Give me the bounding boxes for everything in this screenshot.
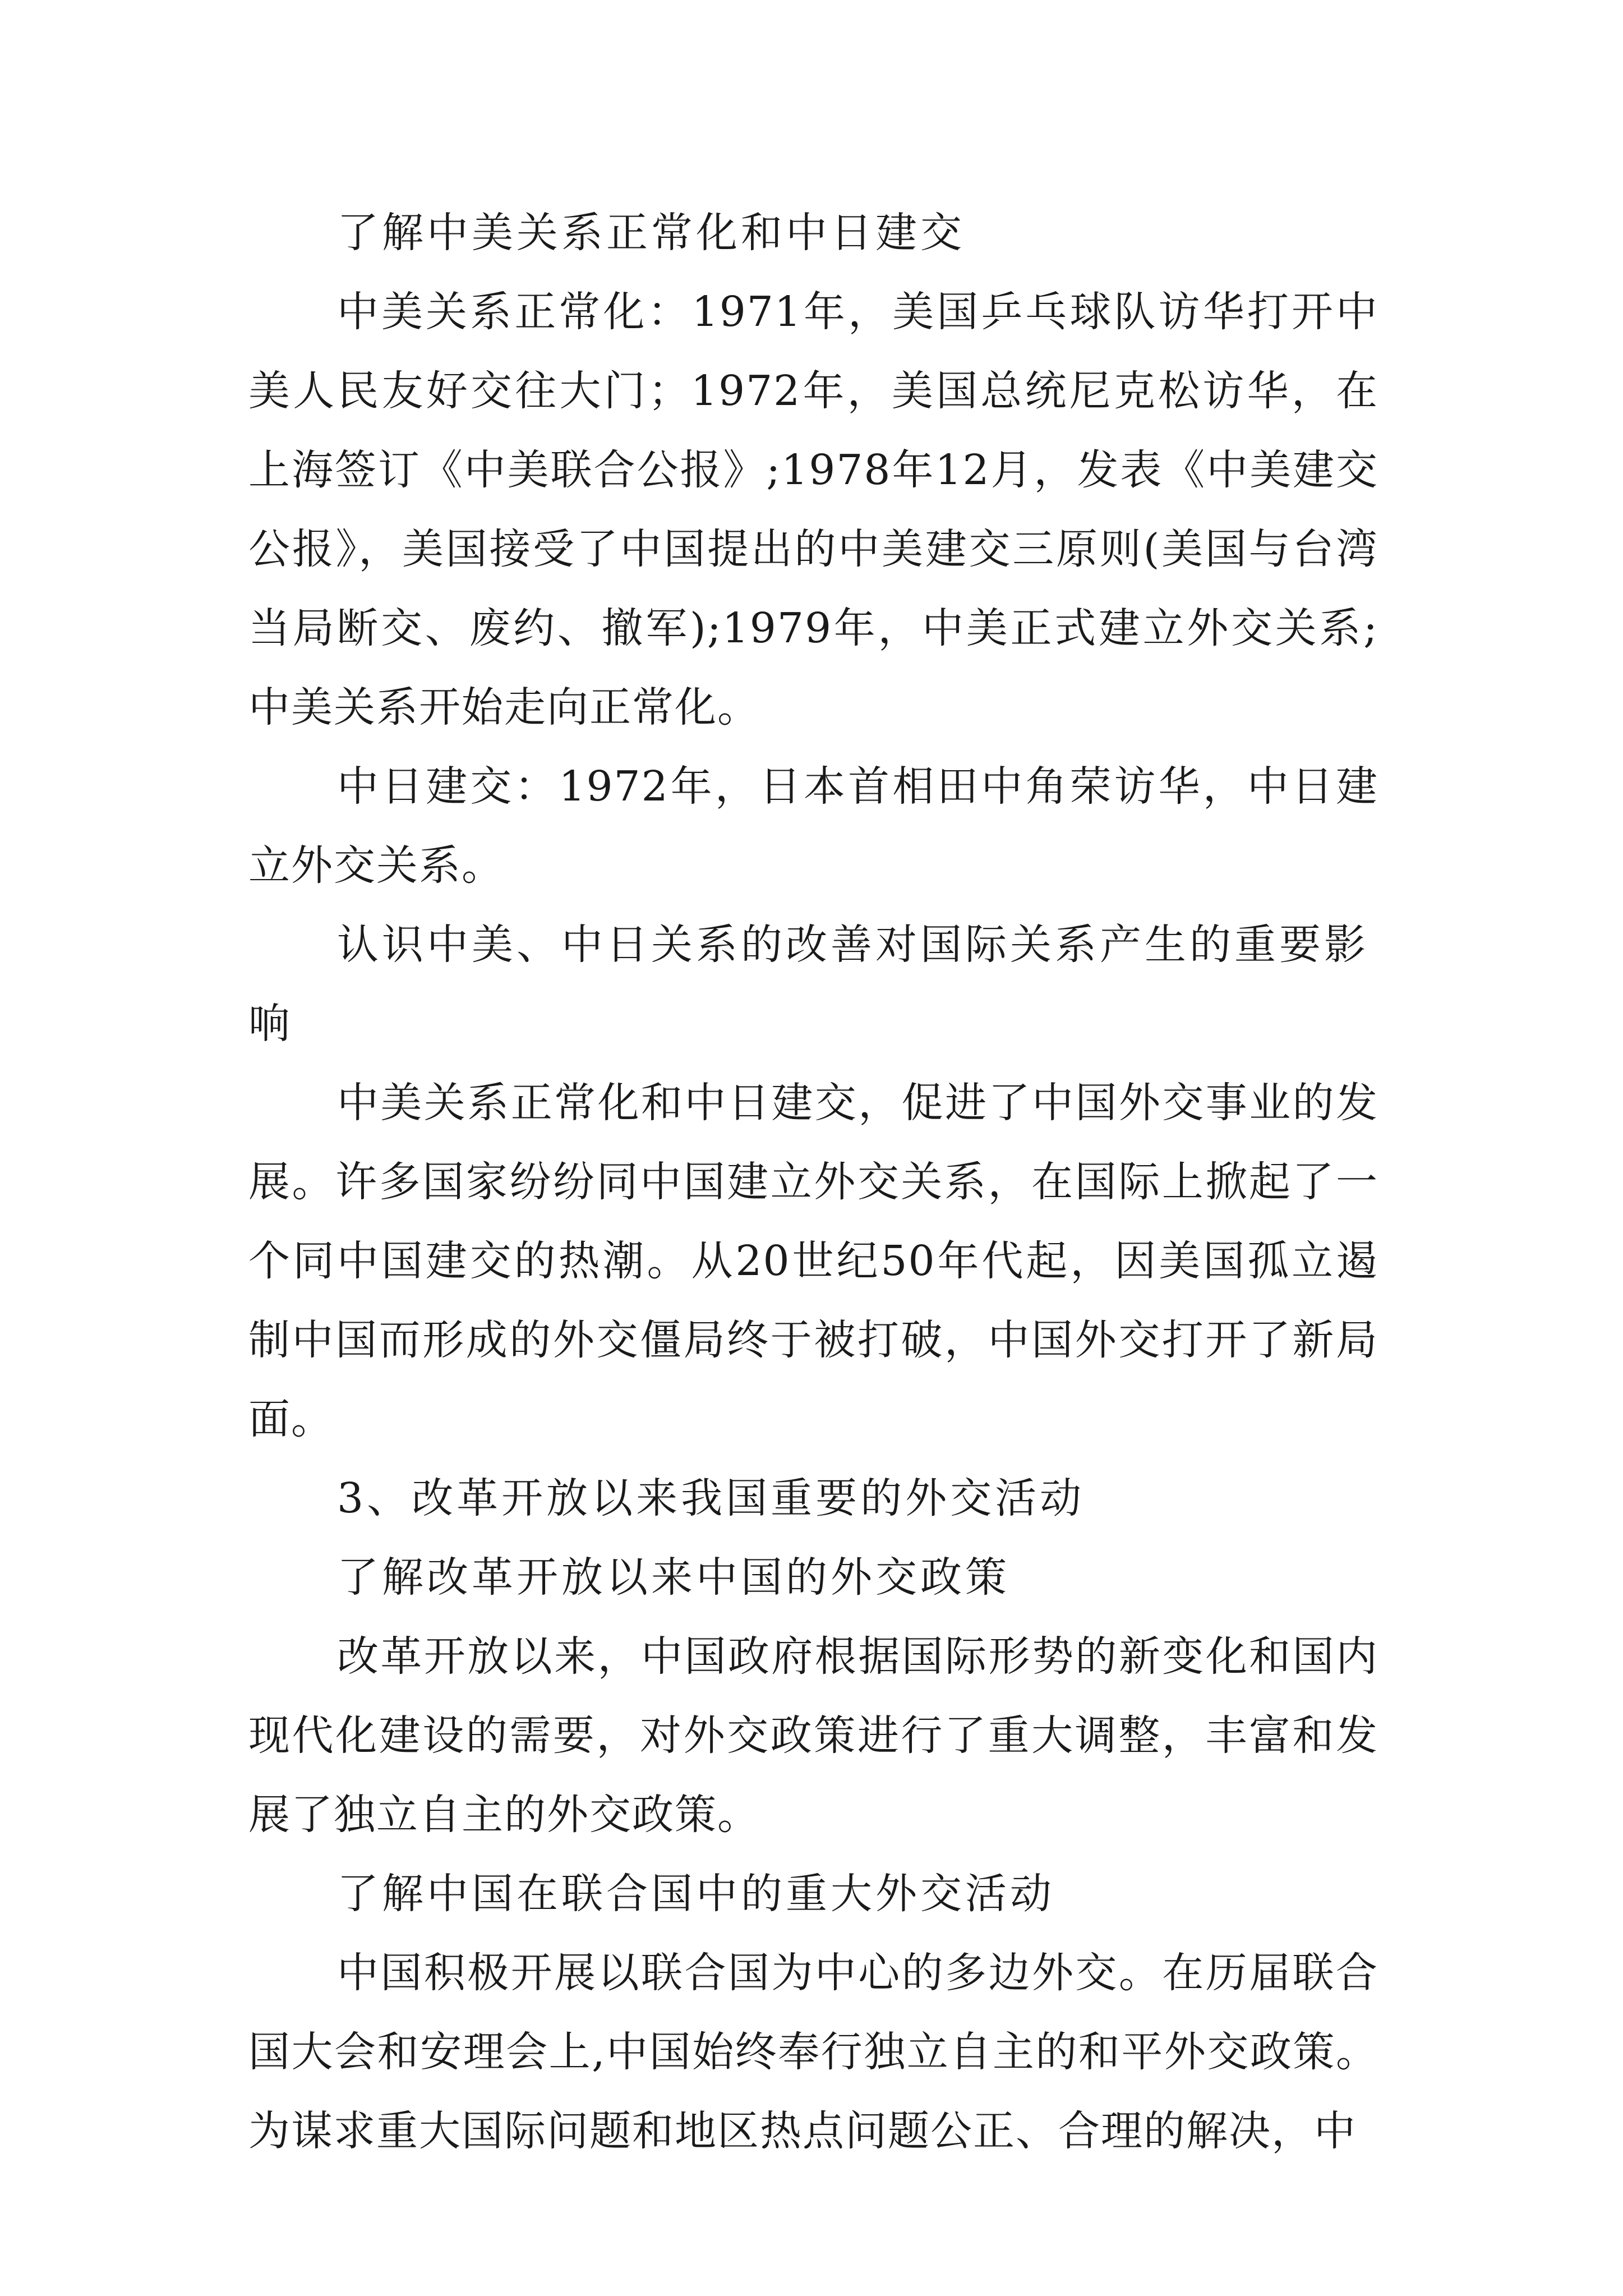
document-body [248, 194, 1378, 2171]
section-heading: 了解中美关系正常化和中日建交 [337, 209, 965, 257]
body-paragraph: 中美关系正常化和中日建交，促进了中国外交事业的发展。许多国家纷纷同中国建立外交关系，在国际上掀起了一个同中国建交的热潮。从20世纪50年代起，因美国孤立遏制中国而形成的外交僵局终于被打破，中国外交打开了新局面。 [248, 1079, 1378, 1443]
section-heading: 3、改革开放以来我国重要的外交活动 [337, 1474, 1085, 1522]
section-heading: 了解中国在联合国中的重大外交活动 [337, 1870, 1055, 1918]
body-paragraph: 改革开放以来，中国政府根据国际形势的新变化和国内现代化建设的需要，对外交政策进行了重大调整，丰富和发展了独立自主的外交政策。 [248, 1632, 1378, 1839]
body-paragraph: 中美关系正常化：1971年，美国乒乓球队访华打开中美人民友好交往大门；1972年，美国总统尼克松访华，在上海签订《中美联合公报》;1978年12月，发表《中美建交公报》，美国接受了中国提出的中美建交三原则(美国与台湾当局断交、废约、撤军);1979年，中美正式建立外交关系;中美关系开始走向正常化。 [248, 288, 1378, 731]
section-heading: 了解改革开放以来中国的外交政策 [337, 1553, 1010, 1602]
body-paragraph: 中国积极开展以联合国为中心的多边外交。在历届联合国大会和安理会上,中国始终奉行独立自主的和平外交政策。为谋求重大国际问题和地区热点问题公正、合理的解决，中 [248, 1949, 1378, 2155]
section-heading: 认识中美、中日关系的改善对国际关系产生的重要影响 [248, 921, 1369, 1048]
body-paragraph: 中日建交：1972年，日本首相田中角荣访华，中日建立外交关系。 [248, 762, 1378, 890]
